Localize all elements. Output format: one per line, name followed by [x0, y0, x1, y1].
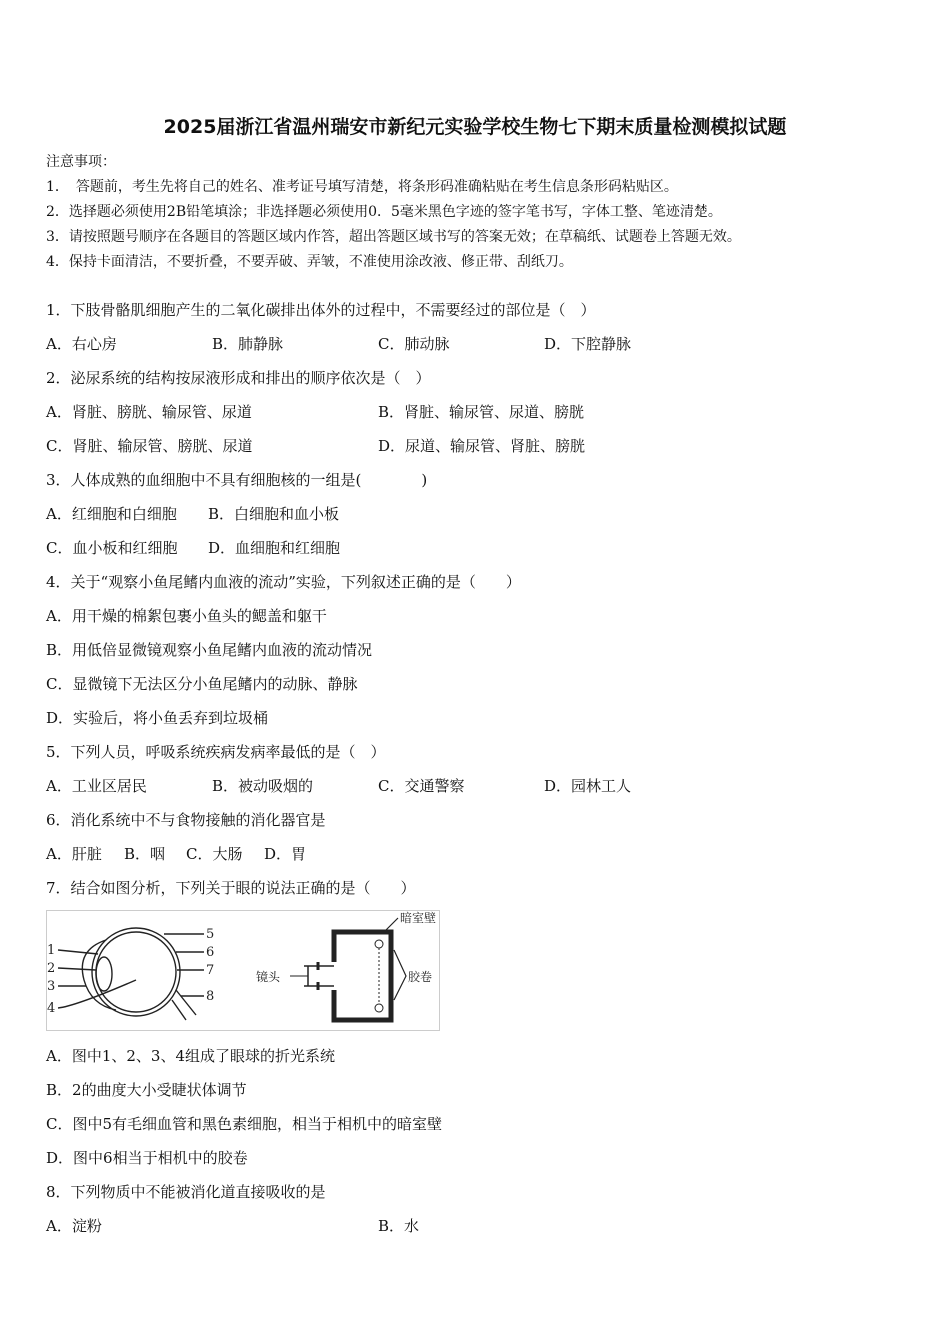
options-row	[46, 434, 926, 468]
page-title: 2025届浙江省温州瑞安市新纪元实验学校生物七下期末质量检测模拟试题	[163, 116, 787, 138]
option: A．淀粉	[46, 1217, 102, 1235]
option: A．右心房	[46, 335, 117, 353]
option: D．园林工人	[544, 777, 632, 795]
eye-camera-figure	[46, 910, 446, 1034]
options-row	[46, 1214, 926, 1248]
option: D．尿道、输尿管、肾脏、膀胱	[378, 437, 586, 455]
questions	[46, 298, 926, 1248]
option: D．实验后，将小鱼丢弃到垃圾桶	[46, 709, 269, 727]
option: A．红细胞和白细胞	[46, 505, 177, 523]
eye-label: 2	[47, 961, 56, 976]
option: C．图中5有毛细血管和黑色素细胞，相当于相机中的暗室壁	[46, 1115, 443, 1133]
option: A．图中1、2、3、4组成了眼球的折光系统	[46, 1047, 336, 1065]
option: B．白细胞和血小板	[208, 505, 340, 523]
option: B．2的曲度大小受睫状体调节	[46, 1081, 247, 1099]
option: B．水	[378, 1217, 420, 1235]
eye-label: 8	[206, 989, 215, 1004]
question-stem: 2．泌尿系统的结构按尿液形成和排出的顺序依次是（ ）	[46, 369, 431, 387]
option: C．显微镜下无法区分小鱼尾鳍内的动脉、静脉	[46, 675, 358, 693]
option: A．肝脏	[46, 845, 102, 863]
note-item: 2．选择题必须使用2B铅笔填涂；非选择题必须使用0．5毫米黑色字迹的签字笔书写，字体工整、笔迹清楚。	[46, 204, 722, 220]
eye-diagram	[58, 928, 204, 1020]
options-row	[46, 842, 926, 876]
options-row	[46, 502, 926, 536]
eye-label: 3	[47, 979, 56, 994]
option: B．被动吸烟的	[212, 777, 314, 795]
note-item: 3．请按照题号顺序在各题目的答题区域内作答，超出答题区域书写的答案无效；在草稿纸、试题卷上答题无效。	[46, 229, 741, 245]
eye-label: 6	[206, 945, 215, 960]
eye-label: 4	[47, 1001, 56, 1016]
option: D．胃	[264, 845, 307, 863]
question-stem: 5．下列人员，呼吸系统疾病发病率最低的是（ ）	[46, 743, 386, 761]
options-row	[46, 400, 926, 434]
eye-label: 1	[47, 943, 56, 958]
option: D．下腔静脉	[544, 335, 632, 353]
question-stem: 1．下肢骨骼肌细胞产生的二氧化碳排出体外的过程中，不需要经过的部位是（ ）	[46, 301, 596, 319]
question-stem: 3．人体成熟的血细胞中不具有细胞核的一组是( )	[46, 471, 428, 489]
question-stem: 7．结合如图分析，下列关于眼的说法正确的是（ ）	[46, 879, 416, 897]
question-stem: 4．关于“观察小鱼尾鳍内血液的流动”实验，下列叙述正确的是（ ）	[46, 573, 521, 591]
option: C．肺动脉	[378, 335, 450, 353]
option: D．图中6相当于相机中的胶卷	[46, 1149, 248, 1167]
option: B．肾脏、输尿管、尿道、膀胱	[378, 403, 585, 421]
option: C．肾脏、输尿管、膀胱、尿道	[46, 437, 253, 455]
option: C．交通警察	[378, 777, 465, 795]
notes-heading: 注意事项：	[46, 154, 116, 170]
option: C．大肠	[186, 845, 243, 863]
eye-label: 7	[206, 963, 215, 978]
question-stem: 8．下列物质中不能被消化道直接吸收的是	[46, 1183, 326, 1201]
camera-label-wall: 暗室壁	[400, 911, 437, 925]
note-item: 1． 答题前，考生先将自己的姓名、准考证号填写清楚，将条形码准确粘贴在考生信息条形码粘贴区。	[46, 179, 678, 195]
option: C．血小板和红细胞	[46, 539, 178, 557]
note-item: 4．保持卡面清洁，不要折叠，不要弄破、弄皱，不准使用涂改液、修正带、刮纸刀。	[46, 254, 573, 270]
options-row	[46, 536, 926, 570]
camera-diagram	[290, 918, 406, 1020]
option: A．工业区居民	[46, 777, 147, 795]
option: B．肺静脉	[212, 335, 284, 353]
option: B．咽	[124, 845, 166, 863]
question-stem: 6．消化系统中不与食物接触的消化器官是	[46, 811, 326, 829]
options-row	[46, 774, 926, 808]
option: A．用干燥的棉絮包裹小鱼头的鳃盖和躯干	[46, 607, 327, 625]
option: D．血细胞和红细胞	[208, 539, 341, 557]
option: A．肾脏、膀胱、输尿管、尿道	[46, 403, 252, 421]
option: B．用低倍显微镜观察小鱼尾鳍内血液的流动情况	[46, 641, 373, 659]
camera-label-film: 胶卷	[408, 970, 433, 984]
notes	[46, 150, 741, 275]
eye-label: 5	[206, 927, 215, 942]
camera-label-lens: 镜头	[256, 970, 281, 984]
options-row	[46, 332, 926, 366]
